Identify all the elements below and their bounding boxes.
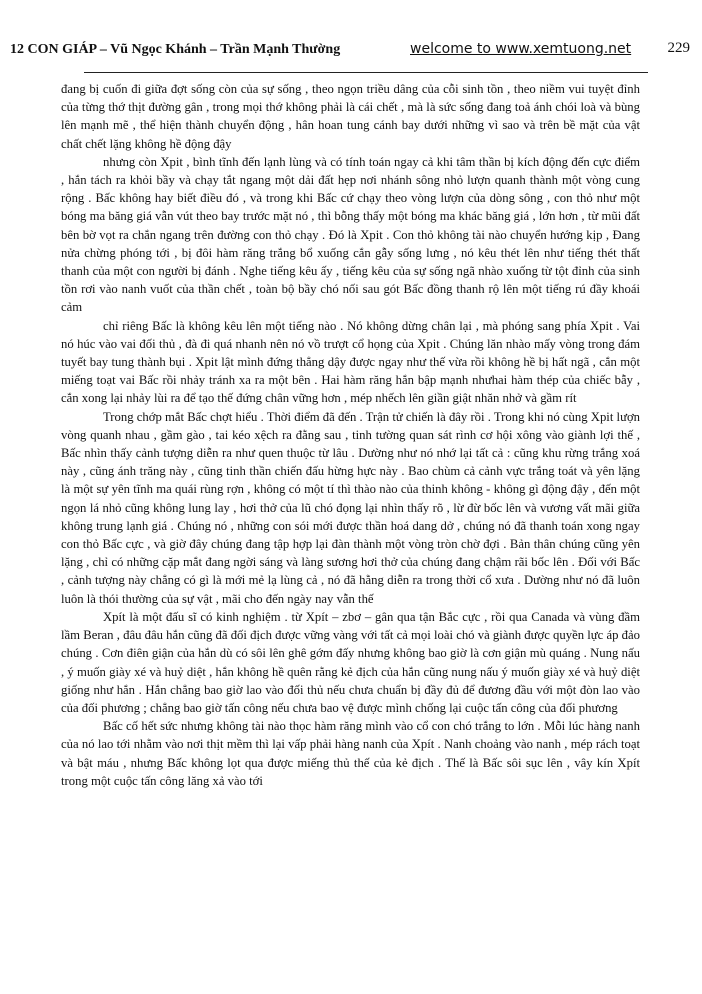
website-link[interactable]: welcome to www.xemtuong.net [410, 41, 632, 57]
paragraph-3: chỉ riêng Bấc là không kêu lên một tiếng nào . Nó không dừng chân lại , mà phóng sang phía Xpit . Vai nó húc vào vai đối thủ , đà đi quá nhanh nên nó vồ trượt cổ họng của Xpit . Chúng lăn nhào mấy vòng trong đám tuyết bay tung thành bụi . Xpit lật mình đứng thẳng dậy được ngay như thế vừa rồi không hề bị hất ngã , cắn một miếng toạt vai Bấc rồi nhảy tránh xa ra một bên . Hai hàm răng hắn bập mạnh nhưhai hàm thép của chiếc bẫy , cắn xong lại nhảy lùi ra để tạo thế đứng chân vững hơn , mép nhếch lên giần giật nhăn nhở và gầm rít [61, 318, 640, 406]
paragraph-1: đang bị cuốn đi giữa đợt sống còn của sự sống , theo ngọn triều dâng của cỗi sinh tồn , theo niềm vui tuyệt đỉnh của từng thớ thịt đường gân , trong mọi thớ không phải là cái chết , mà là sức sống đang toả ánh chói loà và bùng lên mạnh mẽ , thể hiện thành chuyển động , hân hoan tung cánh bay dưới những vì sao và trên bề mặt của vật chất chết lặng không hề động đậy [61, 82, 640, 151]
page-number: 229 [667, 40, 690, 56]
book-title: 12 CON GIÁP – Vũ Ngọc Khánh – Trần Mạnh Thường [10, 42, 341, 57]
page-header [10, 42, 690, 64]
page-body [61, 80, 640, 790]
paragraph-4: Trong chớp mắt Bấc chợt hiểu . Thời điểm đã đến . Trận tử chiến là đây rồi . Trong khi nó cùng Xpit lượn vòng quanh nhau , gầm gào , tai kéo xệch ra đằng sau , tinh tường quan sát rình cơ hội xông vào giành lợi thế , Bấc nhìn thấy cảnh tượng diễn ra như quen thuộc từ lâu . Dường như nó nhớ lại tất cả : cũng khu rừng trắng xoá này , cũng ánh trăng này , cũng tinh thần chiến đấu hừng hực này . Bao chùm cả cảnh vực trắng toát và yên lặng là một sự yên tĩnh ma quái rùng rợn , không có một tí thì thào nào của thinh không - không gì động đậy , đến một ngọn lá nhỏ cũng không lung lay , hơi thở của lũ chó đọng lại nhìn thấy rõ , lừ đừ bốc lên và vương vất mãi giữa không trung lạnh giá . Chúng nó , những con sói mới được thần hoá dang dở , chúng nó đã thanh toán xong ngay con thỏ Bấc cực , và giờ đây chúng đang tập hợp lại đàn thành một vòng tròn chờ đợi . Bản thân chúng cũng yên lặng , chỉ có những cặp mắt đang ngời sáng và làng sương hơi thở của chúng đang chậm rãi bốc lên . Đối với Bấc , cảnh tượng này chẳng có gì là mới mẻ lạ lùng cả , nó đã hằng diễn ra trong thời cổ xưa . Dường như nó đã luôn luôn là thói thường của sự vật , mãi cho đến ngày nay vẫn thế [61, 409, 640, 606]
paragraph-2: nhưng còn Xpit , bình tĩnh đến lạnh lùng và có tính toán ngay cả khi tâm thần bị kích động đến cực điểm , hắn tách ra khỏi bầy và chạy tắt ngang một dải đất hẹp nơi nhánh sông nhỏ lượn quanh thành một vòng cung rộng . Bấc không hay biết điều đó , và trong khi Bấc cứ chạy theo vòng lượn của dòng sông , con thỏ như một bóng ma băng giá vẫn vút theo bay trước mặt nó , thì bỗng thấy một bóng ma khác băng giá , lớn hơn , từ mũi đất bên bờ vọt ra chắn ngang trên đường con thỏ chạy . Đó là Xpit . Con thỏ không tài nào chuyển hướng kịp , Đang nửa chừng phóng tới , bị đôi hàm răng trắng bổ xuống cắn gẫy sống lưng , nó kêu thét lên như tiếng thét thất thanh của một con người bị đánh . Nghe tiếng kêu ấy , tiếng kêu của sự sống ngã nhào xuống từ tột đỉnh của sinh tồn rơi vào nanh vuốt của thần chết , toàn bộ bầy chó nối sau gót Bấc đồng thanh rộ lên một tiếng rú đầy khoái cảm [61, 154, 640, 315]
header-divider [84, 72, 648, 73]
paragraph-5: Xpít là một đấu sĩ có kinh nghiệm . từ Xpít – zbơ – gân qua tận Bắc cực , rồi qua Canada và vùng đầm lầm Beran , đâu đâu hắn cũng đã đối địch được vững vàng với tất cả mọi loài chó và giành được quyền lực áp đảo chúng . Cơn điên giận của hắn dù có sôi lên ghê gớm đấy nhưng không bao giờ là cơn giận mù quáng . Nung nấu , ý muốn giày xé và huỷ diệt , hắn không hề quên rằng kẻ địch của hắn cũng nung nấu ý muốn giày xé và huỷ diệt giống như hắn . Hắn chẳng bao giờ lao vào đối thủ nếu chưa chuẩn bị đầy đủ để đương đầu với một đòn lao vào của đối phương ; chẳng bao giờ tấn công nếu chưa bao vệ được mình chống lại cuộc tấn công của đối phương [61, 609, 640, 715]
paragraph-6: Bấc cố hết sức nhưng không tài nào thọc hàm răng mình vào cổ con chó trắng to lớn . Mỗi lúc hàng nanh của nó lao tới nhằm vào nơi thịt mềm thì lại vấp phải hàng nanh của Xpít . Nanh choảng vào nanh , mép rách toạt và bật máu , nhưng Bấc không lọt qua được miếng thủ thế của kẻ địch . Thế là Bấc sôi sục lên , vây kín Xpít trong một cuộc tấn công lăng xả vào tới [61, 719, 640, 788]
